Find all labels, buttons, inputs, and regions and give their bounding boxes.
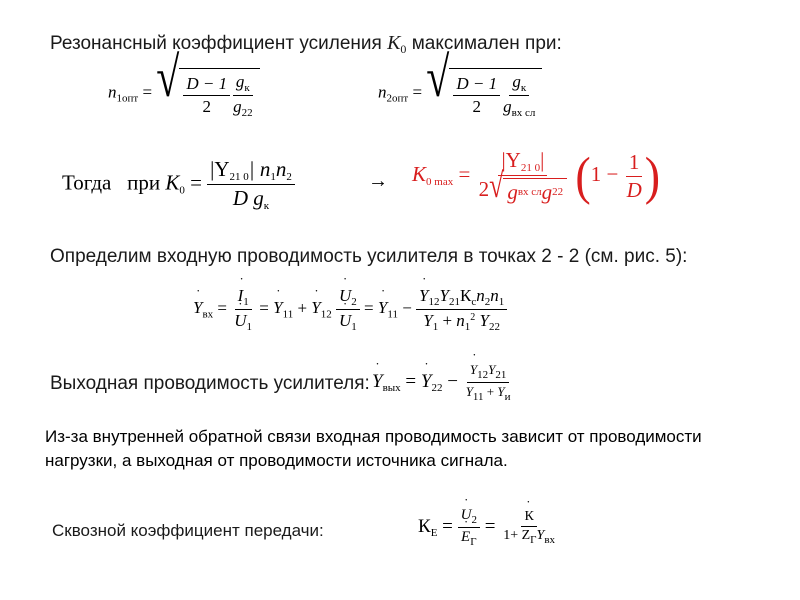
formula-n1-opt: $n_{1опт}$ = √ $\frac{D - 1}{2}$ $\frac{g_к}{g_{22}}$	[108, 68, 260, 119]
formula-n2-opt: $n_{2опт}$ = √ $\frac{D - 1}{2}$ $\frac{g_к}{g_{вх сл}}$	[378, 68, 542, 119]
formula-output-conductance: ˙ $Y_{вых}$ = ˙ $Y_{22}$ − ˙ $\frac{Y_{12}Y_{21}}{Y_{11} + Y_и}$	[372, 362, 513, 403]
sqrt-n2: √ $\frac{D - 1}{2}$ $\frac{g_к}{g_{вх сл}}$	[426, 68, 542, 119]
resonant-heading-label: Резонансный коэффициент усиления	[50, 33, 382, 54]
formula-through-gain: $К_E$ = ˙ $U_2$ ˙ $E_Г$ = ˙ $\frac{К}{1+ Z_ГY_{вх}}$	[418, 507, 558, 548]
formula-then-k0: Тогда при $K_0$ = $\frac{|Y_{21 0}| n_1n_2}{D g_к}$	[62, 157, 295, 212]
formula-input-conductance: ˙ $Y_{вх}$ = ˙ $I_1$ ˙ $U_1$ = ˙ $Y_{11}$ + ˙ $Y_{12}$ ˙ $U_2$ ˙ $U_1$ = ˙ $Y_{11}$ − ˙ $\frac{Y_{12}Y_{21}К_сn_2n_1}{Y_1 + n_1^2 Y_{22}}$	[193, 286, 507, 333]
k0-symbol: $K_0$	[387, 32, 407, 56]
resonant-heading	[50, 32, 562, 57]
sqrt-n1: √ $\frac{D - 1}{2}$ $\frac{g_к}{g_{22}}$	[156, 68, 259, 119]
output-conductance-heading: Выходная проводимость усилителя:	[50, 373, 370, 394]
feedback-paragraph: Из-за внутренней обратной связи входная проводимость зависит от проводимости нагрузки, а выходная от проводимости источника сигнала.	[45, 427, 702, 470]
resonant-heading-tail: максимален при:	[411, 33, 562, 54]
through-gain-heading: Сквозной коэффициент передачи:	[52, 521, 324, 540]
arrow-icon: →	[368, 170, 388, 192]
formula-k0-max: $K_{0 max}$ = $|Y_{21 0}|$ 2 √ g вх сл g 22 (1 − $\frac{1}{D}$ )	[412, 146, 661, 206]
input-conductance-heading: Определим входную проводимость усилителя в точках 2 - 2 (см. рис. 5):	[50, 246, 688, 267]
